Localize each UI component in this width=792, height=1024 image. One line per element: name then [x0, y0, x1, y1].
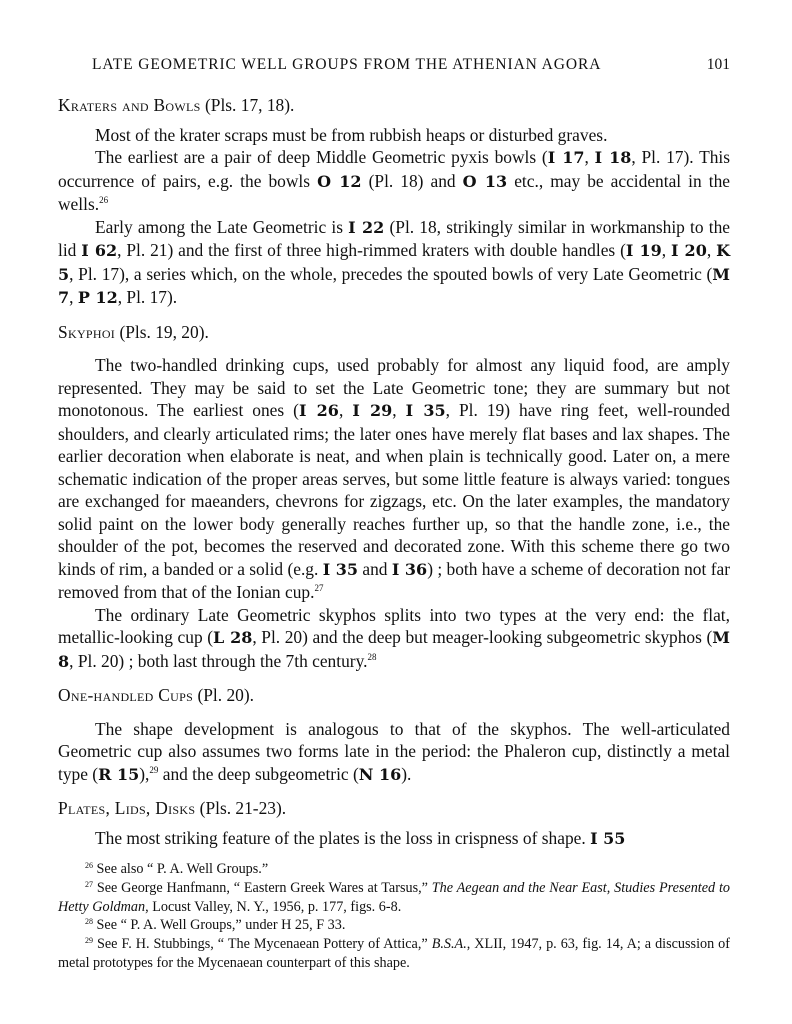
footnote: $^{29}$ See F. H. Stubbings, “ The Mycenaean Pottery of Attica,” B.S.A., XLII, 1947, p. 63, fig. 14, A; a discussion of metal prototypes for the Mycenaean counterpart of this shape. — [58, 936, 730, 971]
running-title: LATE GEOMETRIC WELL GROUPS FROM THE ATHENIAN AGORA — [92, 56, 602, 73]
citation-title: The Aegean and the Near East, Studies Presented to Hetty Goldman — [58, 879, 731, 915]
plate-reference: (Pls. 19, 20). — [119, 321, 209, 342]
catalog-number: N 16 — [358, 764, 402, 784]
footnote-ref: 26 — [99, 195, 109, 205]
footnote-number: 29 — [85, 936, 93, 946]
paragraph: The ordinary Late Geometric skyphos splits into two types at the very end: the flat, metallic-looking cup (L 28, Pl. 20) and the deep but meager-looking subgeometric skyphos (M 8, Pl. 20) ; both last through the 7th century.$^{28}$ — [58, 604, 730, 671]
paragraph: Most of the krater scraps must be from rubbish heaps or disturbed graves. — [95, 124, 608, 145]
catalog-number: I 29 — [352, 401, 393, 420]
paragraph: The most striking feature of the plates is the loss in crispness of shape. I 55 — [95, 827, 626, 848]
section-title: Plates, Lids, Disks — [58, 798, 196, 818]
paragraph: Early among the Late Geometric is I 22 (Pl. 18, strikingly similar in workmanship to the lid I 62, Pl. 21) and the first of three high-rimmed kraters with double handles (I 19, I 20, K 5, Pl. 17), a series which, on the whole, precedes the spouted bowls of very Late Geometric (M 7, P 12, Pl. 17). — [58, 216, 730, 307]
running-header — [58, 56, 730, 78]
catalog-number: O 13 — [462, 171, 508, 191]
page-number: 101 — [706, 56, 730, 73]
catalog-number: I 20 — [670, 241, 707, 260]
section-title: One-handled Cups — [58, 685, 194, 705]
footnote-number: 28 — [85, 917, 93, 927]
citation-title: B.S.A. — [431, 936, 467, 953]
catalog-number: O 12 — [317, 171, 362, 191]
catalog-number: I 18 — [594, 148, 632, 167]
footnote: $^{27}$ See George Hanfmann, “ Eastern Greek Wares at Tarsus,” The Aegean and the Near East, Studies Presented to Hetty Goldman, Locust Valley, N. Y., 1956, p. 177, figs. 6-8. — [58, 879, 731, 915]
plate-reference: (Pl. 20). — [197, 685, 254, 705]
section-heading-plates — [58, 797, 730, 820]
catalog-number: I 55 — [590, 828, 626, 848]
section-title: Kraters and Bowls — [58, 95, 201, 115]
plate-reference: (Pls. 21-23). — [199, 798, 287, 818]
catalog-number: M 7 — [58, 264, 730, 307]
catalog-number: I 35 — [322, 559, 359, 579]
section-heading-cups — [58, 684, 730, 707]
footnote-number: 26 — [85, 861, 93, 870]
footnote: $^{26}$ See also “ P. A. Well Groups.” — [85, 861, 269, 877]
plate-reference: (Pls. 17, 18). — [205, 95, 295, 115]
paragraph: The shape development is analogous to that of the skyphos. The well-articulated Geometric cup also assumes two forms late in the period: the Phaleron cup, distinctly a metal type (R 15),$^{29}$ and the deep subgeometric (N 16). — [58, 718, 730, 784]
catalog-number: I 19 — [625, 241, 662, 260]
section-title: Skyphoi — [58, 321, 116, 342]
catalog-number: I 22 — [348, 217, 385, 237]
footnote-number: 27 — [85, 879, 93, 889]
catalog-number: R 15 — [98, 764, 140, 784]
paragraph: The earliest are a pair of deep Middle Geometric pyxis bowls (I 17, I 18, Pl. 17). This occurrence of pairs, e.g. the bowls O 12 (Pl. 18) and O 13 etc., may be accidental in the wells.$^{26}$ — [58, 147, 730, 214]
catalog-number: M 8 — [58, 628, 730, 671]
section-heading-kraters — [58, 94, 730, 117]
paragraph: The two-handled drinking cups, used probably for almost any liquid food, are amply represented. They may be said to set the Late Geometric tone; they are summary but not monotonous. The earliest ones (I 26, I 29, I 35, Pl. 19) have ring feet, well-rounded shoulders, and clearly articulated rims; the later ones have merely flat bases and lax shapes. The earlier decoration when elaborate is neat, and when plain is technically good. Later on, a mere schematic indication of the proper areas serves, but some little feature is always varied: tongues are exchanged for maeanders, chevrons for zigzags, etc. On the later examples, the mandatory solid paint on the lower body generally reaches further up, so that the handle zone, i.e., the shoulder of the pot, becomes the reserved and decorated zone. With this scheme there go two kinds of rim, a banded or a solid (e.g. I 35 and I 36) ; both have a scheme of decoration not far removed from that of the Ionian cup.$^{27}$ — [58, 355, 731, 602]
catalog-number: K 5 — [58, 241, 730, 284]
catalog-number: P 12 — [77, 288, 118, 307]
catalog-number: I 35 — [405, 401, 446, 420]
catalog-number: I 17 — [547, 148, 585, 167]
catalog-number: I 62 — [81, 241, 118, 260]
footnote-ref: 28 — [367, 651, 377, 662]
footnote-ref: 29 — [149, 764, 159, 775]
catalog-number: L 28 — [213, 628, 253, 647]
section-heading-skyphoi — [58, 321, 730, 344]
footnote-ref: 27 — [314, 583, 324, 593]
main-text — [58, 94, 730, 850]
footnote: $^{28}$ See “ P. A. Well Groups,” under H 25, F 33. — [85, 917, 346, 934]
catalog-number: I 36 — [391, 559, 428, 579]
catalog-number: I 26 — [298, 401, 339, 420]
footnotes — [58, 860, 730, 973]
